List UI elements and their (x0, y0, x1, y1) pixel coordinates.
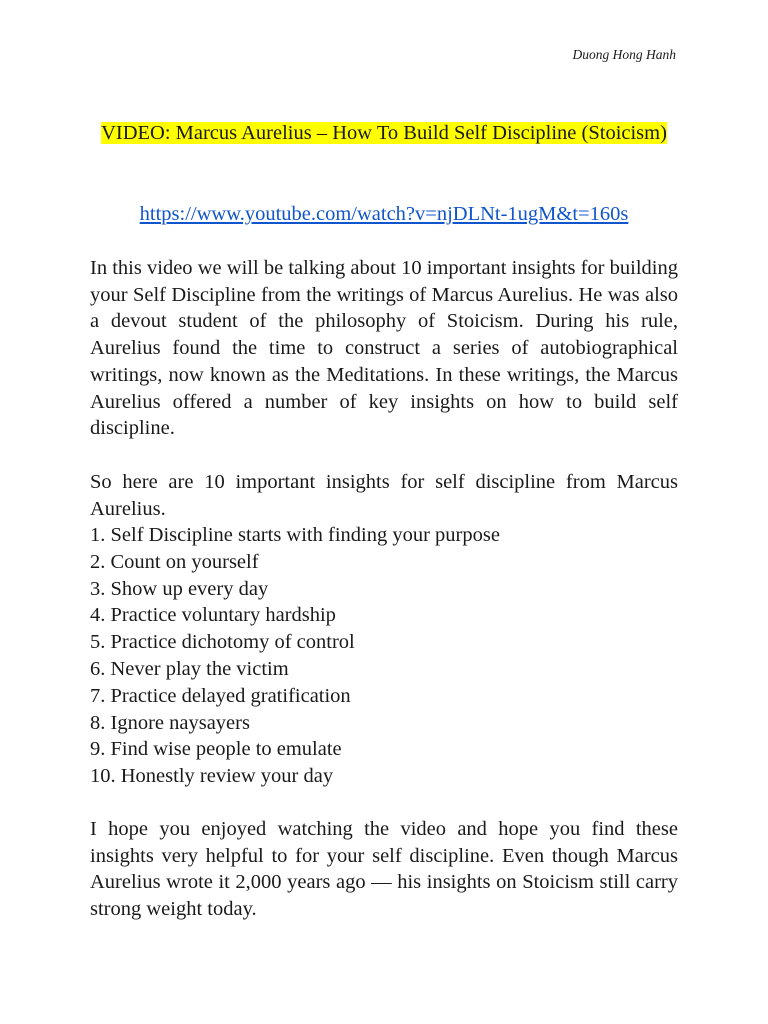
list-item: 1. Self Discipline starts with finding your purpose (90, 524, 500, 546)
list-item: 8. Ignore naysayers (90, 711, 250, 734)
highlighted-title-text: VIDEO: Marcus Aurelius – How To Build Self Discipline (Stoicism) (101, 122, 667, 144)
list-item: 10. Honestly review your day (90, 765, 334, 788)
list-item: 6. Never play the victim (90, 657, 289, 680)
list-item: 4. Practice voluntary hardship (90, 604, 336, 627)
closing-paragraph: I hope you enjoyed watching the video and hope you find these insights very helpful to for your self discipline. Even though Marcus Aurelius wrote it 2,000 years ago — his insights on Stoicism still carry strong weight today. (90, 818, 678, 921)
list-item: 7. Practice delayed gratification (90, 684, 351, 707)
list-item: 2. Count on yourself (90, 550, 259, 573)
document-title (90, 120, 678, 147)
intro-paragraph: In this video we will be talking about 10 important insights for building your Self Discipline from the writings of Marcus Aurelius. He was also a devout student of the philosophy of Stoicism. During his rule, Aurelius found the time to construct a series of autobiographical writings, now known as the Meditations. In these writings, the Marcus Aurelius offered a number of key insights on how to build self discipline. (90, 257, 678, 440)
youtube-video-link[interactable]: https://www.youtube.com/watch?v=njDLNt-1ugM&t=160s (139, 203, 629, 225)
list-item: 3. Show up every day (90, 577, 269, 600)
list-item: 9. Find wise people to emulate (90, 738, 342, 761)
insights-list (90, 522, 678, 790)
page-header-author: Duong Hong Hanh (572, 47, 676, 62)
list-item: 5. Practice dichotomy of control (90, 631, 355, 654)
list-lead-paragraph: So here are 10 important insights for self discipline from Marcus Aurelius. (90, 471, 678, 520)
